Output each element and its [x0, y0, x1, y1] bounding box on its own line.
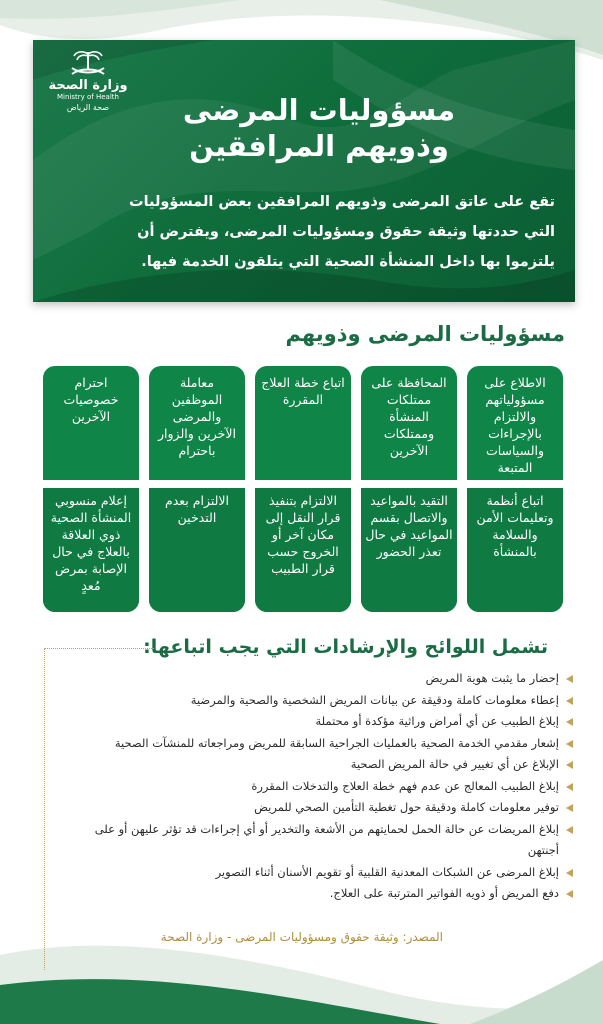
responsibility-top: معاملة الموظفين والمرضى الآخرين والزوار باحترام — [158, 375, 236, 458]
rules-title: تشمل اللوائح والإرشادات التي يجب اتباعها: — [143, 636, 548, 658]
responsibility-bottom: الالتزام بعدم التدخين — [149, 488, 245, 612]
bullet-arrow-icon — [566, 890, 573, 898]
bullet-arrow-icon — [566, 740, 573, 748]
bullet-arrow-icon — [566, 761, 573, 769]
rules-list — [60, 668, 573, 905]
responsibility-bottom: التقيد بالمواعيد والاتصال بقسم المواعيد في حال تعذر الحضور — [361, 488, 457, 612]
list-item: توفير معلومات كاملة ودقيقة حول تغطية التأمين الصحي للمريض — [60, 797, 573, 819]
responsibilities-section-title: مسؤوليات المرضى وذويهم — [285, 322, 565, 346]
dotted-frame-top — [44, 648, 154, 649]
column-divider — [43, 480, 139, 488]
moh-logo — [43, 48, 133, 158]
list-item: إبلاغ الطبيب عن أي أمراض وراثية مؤكدة أو محتملة — [60, 711, 573, 733]
responsibility-column — [467, 366, 563, 612]
responsibility-bottom: الالتزام بتنفيذ قرار النقل إلى مكان آخر أو الخروج حسب قرار الطبيب — [255, 488, 351, 612]
responsibility-top: الاطلاع على مسؤولياتهم والالتزام بالإجراءات والسياسات المتبعة — [484, 375, 546, 475]
bullet-arrow-icon — [566, 826, 573, 834]
source-citation: المصدر: وثيقة حقوق ومسؤوليات المرضى - وزارة الصحة — [160, 930, 443, 944]
column-divider — [149, 480, 245, 488]
bullet-arrow-icon — [566, 718, 573, 726]
column-divider — [255, 480, 351, 488]
responsibility-column — [149, 366, 245, 612]
logo-region: صحة الرياض — [66, 103, 110, 112]
list-item: إبلاغ المريضات عن حالة الحمل لحمايتهم من الأشعة والتخدير أو أي إجراءات قد تؤثر عليهن أو على أجنتهن — [60, 819, 573, 862]
responsibility-top: المحافظة على ممتلكات المنشأة وممتلكات الآخرين — [371, 375, 447, 458]
logo-arabic-name: وزارة الصحة — [48, 78, 128, 93]
list-item: الإبلاغ عن أي تغيير في حالة المريض الصحية — [60, 754, 573, 776]
intro-paragraph: تقع على عاتق المرضى وذويهم المرافقين بعض المسؤوليات التي حددتها وثيقة حقوق ومسؤوليات المرضى، ويفترض أن يلتزموا بها داخل المنشأة الصحية التي يتلقون الخدمة فيها. — [129, 194, 555, 270]
title-line-1: مسؤوليات المرضى — [182, 93, 456, 127]
responsibility-column — [361, 366, 457, 612]
list-item: إحضار ما يثبت هوية المريض — [60, 668, 573, 690]
bullet-arrow-icon — [566, 675, 573, 683]
responsibility-bottom: اتباع أنظمة وتعليمات الأمن والسلامة بالمنشأة — [467, 488, 563, 612]
column-divider — [361, 480, 457, 488]
responsibility-top: اتباع خطة العلاج المقررة — [261, 375, 345, 407]
page-title — [153, 92, 485, 164]
dotted-frame-left — [44, 648, 45, 970]
title-line-2: وذويهم المرافقين — [189, 129, 449, 163]
bullet-arrow-icon — [566, 804, 573, 812]
list-item: إبلاغ الطبيب المعالج عن عدم فهم خطة العلاج والتدخلات المقررة — [60, 776, 573, 798]
bullet-arrow-icon — [566, 697, 573, 705]
bullet-arrow-icon — [566, 869, 573, 877]
bullet-arrow-icon — [566, 783, 573, 791]
list-item: دفع المريض أو ذويه الفواتير المترتبة على العلاج. — [60, 883, 573, 905]
list-item: إشعار مقدمي الخدمة الصحية بالعمليات الجراحية السابقة للمريض ومراجعاته للمنشآت الصحية — [60, 733, 573, 755]
column-divider — [467, 480, 563, 488]
responsibility-column — [255, 366, 351, 612]
responsibility-column — [43, 366, 139, 612]
list-item: إبلاغ المرضى عن الشبكات المعدنية القلبية أو تقويم الأسنان أثناء التصوير — [60, 862, 573, 884]
responsibility-bottom: إعلام منسوبي المنشأة الصحية ذوي العلاقة بالعلاج في حال الإصابة بمرض مُعدٍ — [43, 488, 139, 612]
list-item: إعطاء معلومات كاملة ودقيقة عن بيانات المريض الشخصية والصحية والمرضية — [60, 690, 573, 712]
palm-swords-emblem-icon — [66, 48, 110, 78]
logo-english-name: Ministry of Health — [57, 93, 119, 101]
responsibility-top: احترام خصوصيات الآخرين — [63, 375, 119, 424]
header-panel — [33, 40, 575, 302]
